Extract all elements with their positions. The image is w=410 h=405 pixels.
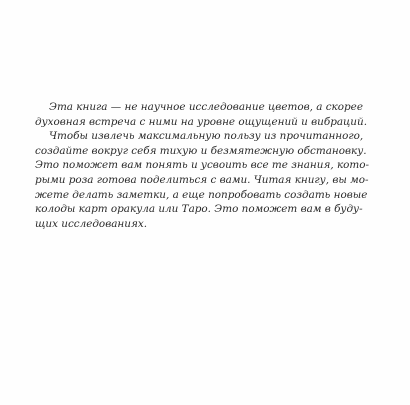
paragraph-line: колоды карт оракула или Таро. Это поможет вам в буду-	[35, 203, 363, 216]
paragraph-line: духовная встреча с ними на уровне ощущений и вибраций.	[35, 115, 367, 128]
paragraph-line: Чтобы извлечь максимальную пользу из прочитанного,	[49, 130, 364, 143]
page-text	[35, 100, 370, 231]
paragraph-line: жете делать заметки, а еще попробовать создать новые	[35, 188, 368, 201]
paragraph-line: Это поможет вам понять и усвоить все те знания, кото-	[35, 159, 370, 172]
paragraph-line: щих исследованиях.	[35, 217, 148, 230]
paragraph-line: Эта книга — не научное исследование цветов, а скорее	[49, 101, 363, 113]
paragraph-1	[35, 100, 365, 129]
paragraph-line: создайте вокруг себя тихую и безмятежную обстановку.	[35, 144, 367, 157]
paragraph-2	[35, 129, 370, 231]
paragraph-line: рыми роза готова поделиться с вами. Читая книгу, вы мо-	[35, 173, 369, 186]
